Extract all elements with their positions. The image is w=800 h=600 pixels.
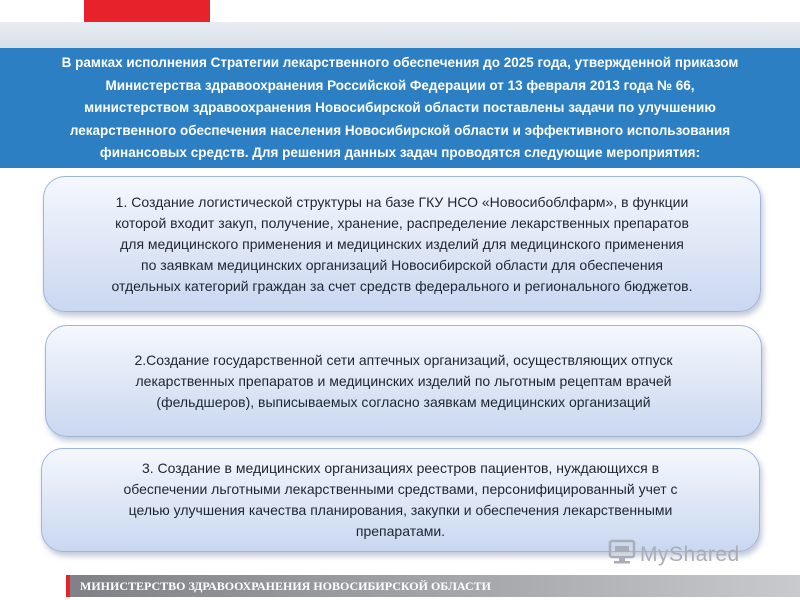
measure-card-1 — [43, 176, 761, 312]
measure-line: обеспечении льготными лекарственными средствами, персонифицированный учет с — [123, 481, 678, 497]
measure-text-2 — [134, 350, 672, 413]
measure-line: целью улучшения качества планирования, закупки и обеспечения лекарственными — [128, 502, 673, 518]
measure-line: отдельных категорий граждан за счет средств федерального и регионального бюджетов. — [111, 277, 693, 294]
measure-line: (фельдшеров), выписываемых согласно заявкам медицинских организаций — [156, 393, 651, 410]
measure-line: 2.Создание государственной сети аптечных организаций, осуществляющих отпуск — [134, 351, 673, 368]
watermark-text: MyShared — [640, 543, 740, 566]
intro-line: финансовых средств. Для решения данных задач проводятся следующие мероприятия: — [99, 145, 701, 160]
footer-red-marker — [66, 575, 70, 597]
measure-line: препаратами. — [355, 523, 446, 539]
measure-card-3 — [41, 448, 760, 552]
intro-text — [10, 52, 790, 165]
measure-line: которой входит закуп, получение, хранение, распределение лекарственных препаратов — [115, 214, 689, 231]
footer-ministry-name: МИНИСТЕРСТВО ЗДРАВООХРАНЕНИЯ НОВОСИБИРСКОЙ ОБЛАСТИ — [80, 579, 491, 593]
measure-line: 3. Создание в медицинских организациях реестров пациентов, нуждающихся в — [141, 460, 660, 476]
myshared-logo-icon — [608, 539, 636, 571]
intro-header — [0, 48, 800, 168]
top-red-accent — [84, 0, 210, 22]
measure-line: лекарственных препаратов и медицинских изделий по льготным рецептам врачей — [135, 372, 672, 389]
intro-line: министерством здравоохранения Новосибирской области поставлены задачи по улучшению — [84, 100, 716, 115]
measure-line: 1. Создание логистической структуры на базе ГКУ НСО «Новосибоблфарм», в функции — [115, 193, 689, 210]
intro-line: Министерства здравоохранения Российской Федерации от 13 февраля 2013 года № 66, — [105, 77, 695, 93]
measure-line: по заявкам медицинских организаций Новосибирской области для обеспечения — [141, 256, 663, 273]
measure-card-2 — [45, 325, 762, 437]
top-gray-band — [0, 22, 800, 48]
measure-text-1 — [112, 192, 693, 297]
intro-line: лекарственного обеспечения населения Новосибирской области и эффективного использования — [69, 122, 731, 138]
measure-text-3 — [123, 458, 677, 542]
measure-line: для медицинского применения и медицинских изделий для медицинского применения — [120, 235, 684, 252]
intro-line: В рамках исполнения Стратегии лекарственного обеспечения до 2025 года, утвержденной приказом — [61, 55, 739, 70]
myshared-watermark — [608, 540, 768, 570]
